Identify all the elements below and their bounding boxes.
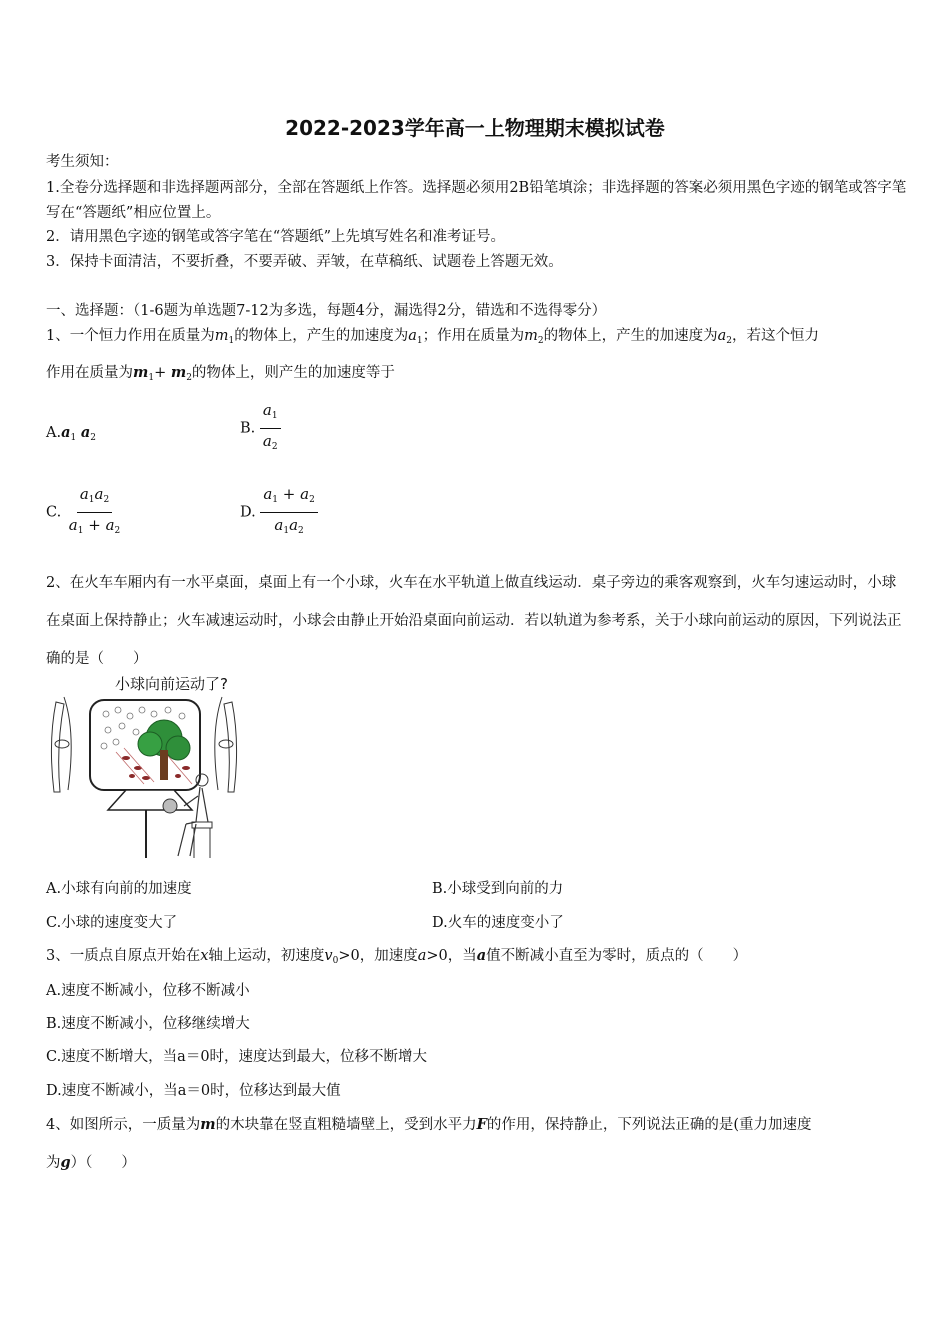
figure-caption: 小球向前运动了? — [115, 675, 228, 693]
q1-option-a[interactable]: $A.a_1$ $a_2$ — [46, 424, 96, 443]
q2-option-d[interactable]: D.火车的速度变小了 — [432, 915, 564, 931]
q4-line-1: 4、如图所示，一质量为m的木块靠在竖直粗糙墙壁上，受到水平力F的作用，保持静止，下列说法正确的是(重力加速度 — [46, 1116, 812, 1133]
q1-option-b[interactable]: B. $\frac{a_1}{a_2}$ — [240, 400, 281, 457]
notice-item-3: 3．保持卡面清洁，不要折叠，不要弄破、弄皱，在草稿纸、试题卷上答题无效。 — [46, 254, 563, 270]
notice-item-2: 2．请用黑色字迹的钢笔或答字笔在“答题纸”上先填写姓名和准考证号。 — [46, 229, 506, 245]
q2-text: 2、在火车车厢内有一水平桌面，桌面上有一个小球，火车在水平轨道上做直线运动．桌子旁边的乘客观察到，火车匀速运动时，小球在桌面上保持静止；火车减速运动时，小球会由静止开始沿桌面向前运动．若以轨道为参考系，关于小球向前运动的原因，下列说法正确的是（ ） — [46, 575, 902, 667]
q1-option-c-fraction: $\frac{a_1a_2}{a_1 + a_2}$ — [68, 485, 121, 536]
q1-text-7: 的物体上，则产生的加速度等于 — [191, 365, 395, 381]
q1-text-2: 的物体上，产生的加速度为 — [234, 328, 409, 344]
q1-text-3: ；作用在质量为 — [422, 328, 525, 344]
q1-option-d[interactable]: D. $\frac{a_1 + a_2}{a_1a_2}$ — [240, 484, 318, 541]
q1-line-1: 1、一个恒力作用在质量为$m_1$的物体上，产生的加速度为$a_1$；作用在质量为$m_2$的物体上，产生的加速度为$a_2$，若这个恒力 — [46, 328, 819, 346]
notice-item-1: 1.全卷分选择题和非选择题两部分，全部在答题纸上作答。选择题必须用2B铅笔填涂；非选择题的答案必须用黑色字迹的钢笔或答字笔写在“答题纸”相应位置上。 — [46, 180, 907, 221]
q2-option-b[interactable]: B.小球受到向前的力 — [432, 881, 564, 897]
q1-option-b-fraction: $\frac{a_1}{a_2}$ — [260, 400, 281, 457]
q4-line-2: 为g）（ ） — [46, 1154, 136, 1171]
q2-option-c[interactable]: C.小球的速度变大了 — [46, 915, 178, 931]
q1-option-d-fraction: $\frac{a_1 + a_2}{a_1a_2}$ — [260, 484, 317, 541]
q1-line-2: 作用在质量为$m_1+ m_2$的物体上，则产生的加速度等于 — [46, 364, 395, 383]
q3-option-a[interactable]: A.速度不断减小，位移不断减小 — [46, 983, 250, 999]
q1-option-c[interactable]: C. $\frac{a_1a_2}{a_1 + a_2}$ — [46, 484, 123, 541]
q1-text-6: 作用在质量为 — [46, 365, 133, 381]
section-heading: 一、选择题：（1-6题为单选题7-12为多选，每题4分，漏选得2分，错选和不选得零分） — [46, 303, 607, 319]
q1-text-1: 1、一个恒力作用在质量为 — [46, 328, 215, 344]
q3-stem: 3、一质点自原点开始在x轴上运动，初速度$v_0>0$，加速度a>0，当a值不断减小直至为零时，质点的（ ） — [46, 947, 748, 966]
q3-option-d[interactable]: D.速度不断减小，当a＝0时，位移达到最大值 — [46, 1083, 341, 1099]
q3-option-c[interactable]: C.速度不断增大，当a＝0时，速度达到最大，位移不断增大 — [46, 1049, 428, 1065]
q1-text-5: ，若这个恒力 — [731, 328, 819, 344]
q2-option-a[interactable]: A.小球有向前的加速度 — [46, 881, 192, 897]
q1-text-4: 的物体上，产生的加速度为 — [543, 328, 718, 344]
q3-option-b[interactable]: B.速度不断减小，位移继续增大 — [46, 1016, 250, 1032]
page-title: 2022-2023学年高一上物理期末模拟试卷 — [285, 116, 665, 140]
notice-heading: 考生须知： — [46, 154, 119, 170]
train-figure — [46, 672, 242, 862]
